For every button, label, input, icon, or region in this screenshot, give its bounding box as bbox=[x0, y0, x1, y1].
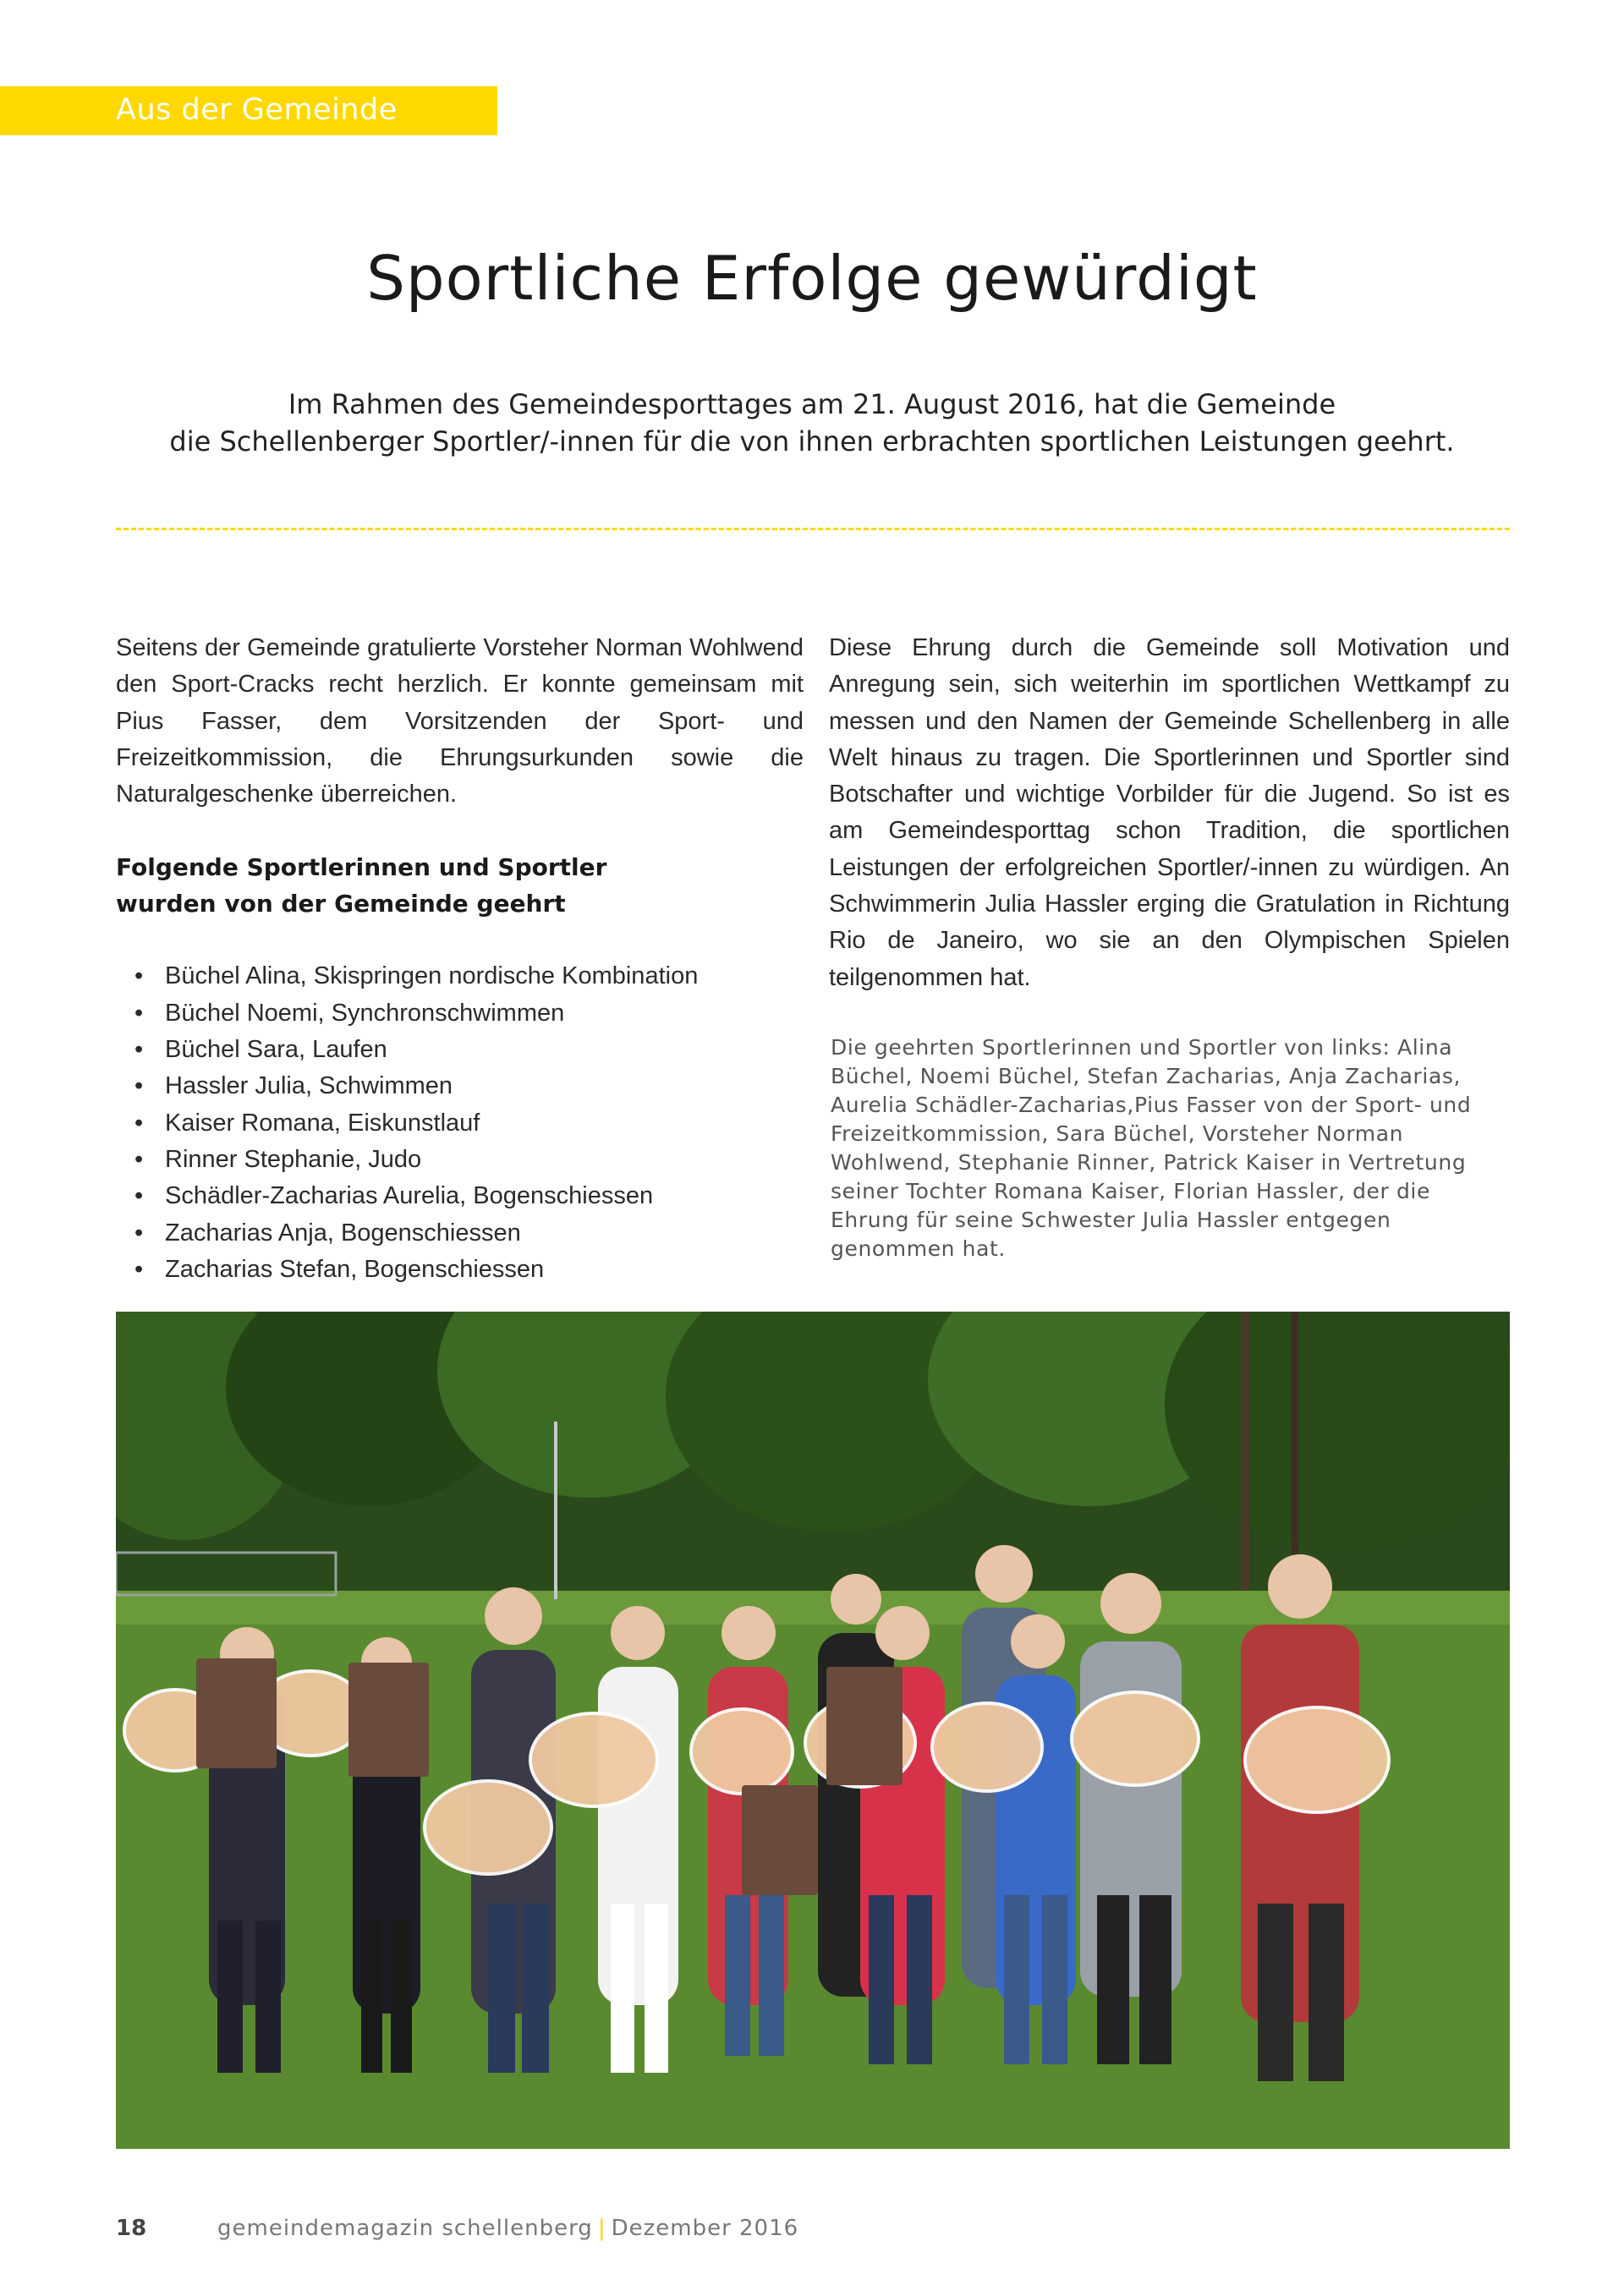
honoree-text: Zacharias Stefan, Bogenschiessen bbox=[165, 1255, 545, 1283]
honoree-text: Kaiser Romana, Eiskunstlauf bbox=[165, 1109, 480, 1137]
photo-caption: Die geehrten Sportlerinnen und Sportler von links: Alina Büchel, Noemi Büchel, Stefan Zacharias, Anja Zacharias, Aurelia Schädler-Zacharias,Pius Fasser von der Sport- und Freizeitkommission, Sara Büchel, Vorsteher Norman Wohlwend, Stephanie Rinner, Patrick Kaiser in Vertretung seiner Tochter Romana Kaiser, Florian Hassler, der die Ehrung für seine Schwester Julia Hassler entgegen genommen hat. bbox=[831, 1035, 1472, 1261]
list-item bbox=[116, 1178, 804, 1214]
right-paragraph: Diese Ehrung durch die Gemeinde soll Motivation und Anregung sein, sich weiterhin im sportlichen Wettkampf zu messen und den Namen der Gemeinde Schellenberg in alle Welt hinaus zu tragen. Die Sportlerinnen und Sportler sind Botschafter und wichtige Vorbilder für die Jugend. So ist es am Gemeindesporttag schon Tradition, die sportlichen Leistungen der erfolgreichen Sportler/-innen zu würdigen. An Schwimmerin Julia Hassler erging die Gratulation in Richtung Rio de Janeiro, wo sie an den Olympischen Spielen teilgenommen hat. bbox=[829, 634, 1510, 991]
list-item bbox=[116, 1215, 804, 1252]
list-item bbox=[116, 1068, 804, 1104]
list-item bbox=[116, 1032, 804, 1068]
list-item bbox=[116, 1252, 804, 1288]
section-tag bbox=[0, 86, 497, 135]
honorees-heading bbox=[116, 849, 804, 922]
group-photo bbox=[116, 1312, 1510, 2149]
bullet: • bbox=[134, 1219, 144, 1247]
honoree-text: Büchel Noemi, Synchronschwimmen bbox=[165, 999, 565, 1027]
honorees-list bbox=[116, 958, 804, 1288]
bullet: • bbox=[134, 999, 144, 1027]
honoree-text: Schädler-Zacharias Aurelia, Bogenschiessen bbox=[165, 1182, 654, 1210]
page-number: 18 bbox=[116, 2216, 147, 2241]
honorees-heading-line-2: wurden von der Gemeinde geehrt bbox=[116, 890, 566, 918]
lead-line-1: Im Rahmen des Gemeindesporttages am 21. August 2016, hat die Gemeinde bbox=[288, 388, 1336, 420]
honoree-text: Büchel Sara, Laufen bbox=[165, 1036, 387, 1064]
magazine-info bbox=[217, 2216, 798, 2241]
dashed-divider bbox=[116, 528, 1510, 530]
bullet: • bbox=[134, 1182, 144, 1210]
bullet: • bbox=[134, 1072, 144, 1100]
right-column bbox=[829, 630, 1510, 996]
bullet: • bbox=[134, 1145, 144, 1173]
list-item bbox=[116, 958, 804, 995]
intro-paragraph: Seitens der Gemeinde gratulierte Vorsteher Norman Wohlwend den Sport-Cracks recht herzlich. Er konnte gemeinsam mit Pius Fasser, dem Vorsitzenden der Sport- und Freizeitkommission, die Ehrungsurkunden sowie die Naturalgeschenke überreichen. bbox=[116, 634, 804, 808]
left-column bbox=[116, 630, 804, 1288]
honoree-text: Rinner Stephanie, Judo bbox=[165, 1145, 422, 1173]
honoree-text: Zacharias Anja, Bogenschiessen bbox=[165, 1219, 521, 1247]
bullet: • bbox=[134, 1036, 144, 1064]
honoree-text: Büchel Alina, Skispringen nordische Kombination bbox=[165, 962, 699, 990]
bullet: • bbox=[134, 1255, 144, 1283]
list-item bbox=[116, 995, 804, 1032]
honorees-heading-line-1: Folgende Sportlerinnen und Sportler bbox=[116, 853, 607, 882]
list-item bbox=[116, 1142, 804, 1178]
group-photo-illustration bbox=[116, 1312, 1510, 2149]
footer-separator: | bbox=[597, 2216, 606, 2241]
bullet: • bbox=[134, 1109, 144, 1137]
bullet: • bbox=[134, 962, 144, 990]
list-item bbox=[116, 1105, 804, 1142]
magazine-name: gemeindemagazin schellenberg bbox=[217, 2216, 593, 2241]
article-lead bbox=[0, 386, 1624, 460]
lead-line-2: die Schellenberger Sportler/-innen für die von ihnen erbrachten sportlichen Leistungen geehrt. bbox=[169, 425, 1455, 458]
issue-date: Dezember 2016 bbox=[611, 2216, 799, 2241]
honoree-text: Hassler Julia, Schwimmen bbox=[165, 1072, 453, 1100]
article-title: Sportliche Erfolge gewürdigt bbox=[366, 243, 1258, 314]
section-label: Aus der Gemeinde bbox=[116, 93, 398, 127]
